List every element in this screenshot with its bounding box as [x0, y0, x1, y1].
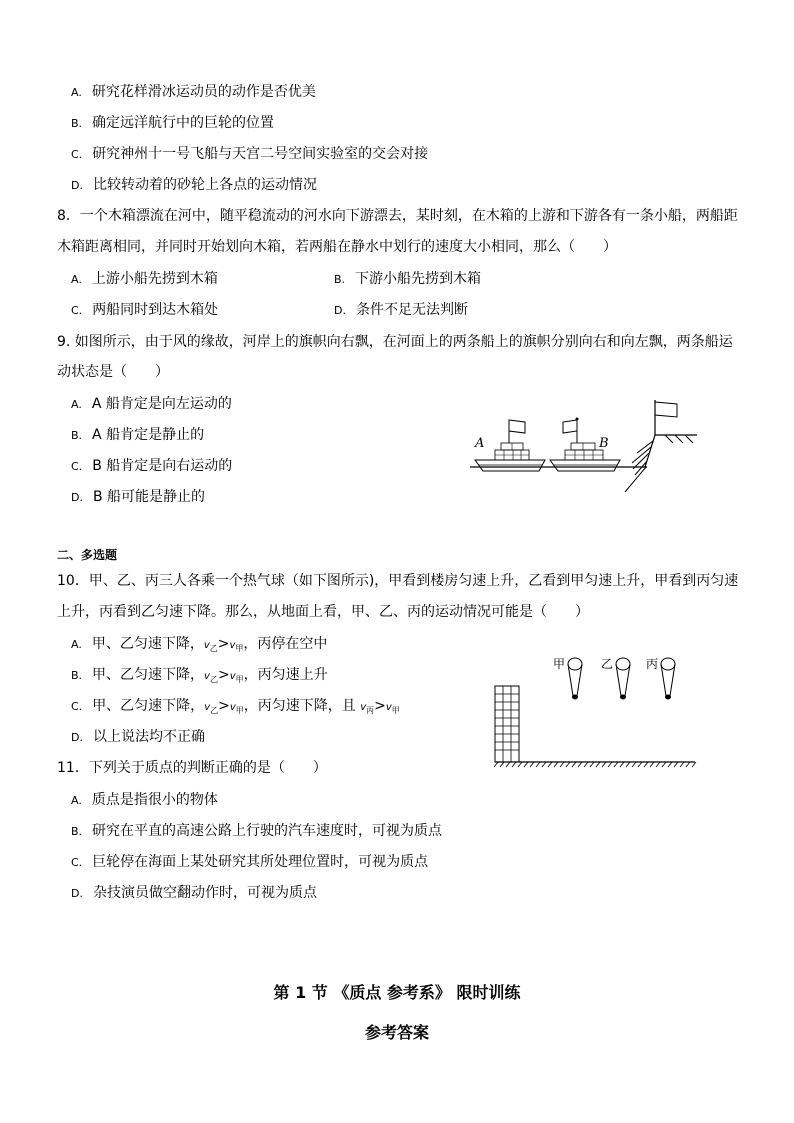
balloon-jia-label: 甲	[553, 657, 566, 671]
river-bank	[625, 435, 697, 492]
boat-b	[550, 418, 620, 472]
q8-stem-line2: 木箱距离相同，并同时开始划向木箱，若两船在静水中划行的速度大小相同，那么（ ）	[57, 239, 617, 255]
balloon-bing	[661, 658, 675, 700]
q8-stem-line1: 8．一个木箱漂流在河中，随平稳流动的河水向下游漂去，某时刻，在木箱的上游和下游各有一条小船，两船距	[57, 208, 738, 224]
boat-a-label: A	[475, 436, 485, 451]
boat-b-label: B	[599, 436, 609, 451]
q11-option-d: D. 杂技演员做空翻动作时，可视为质点	[71, 885, 317, 901]
q11-option-a: A. 质点是指很小的物体	[71, 792, 218, 808]
q10-option-c: C. 甲、乙匀速下降，$v_乙>v_甲$，丙匀速下降，且 $v_丙>v_甲$	[71, 698, 400, 715]
balloon-jia	[568, 658, 582, 700]
q11-stem: 11．下列关于质点的判断正确的是（ ）	[57, 760, 327, 776]
q7-option-d: D. 比较转动着的砂轮上各点的运动情况	[71, 177, 317, 193]
q9-option-b: B. A 船肯定是静止的	[71, 427, 205, 443]
q9-boats-figure	[465, 395, 705, 495]
q11-option-b: B. 研究在平直的高速公路上行驶的汽车速度时，可视为质点	[71, 823, 443, 839]
section-title-multiple-choice: 二、多选题	[57, 548, 118, 562]
q7-option-c: C. 研究神州十一号飞船与天宫二号空间实验室的交会对接	[71, 146, 429, 162]
q9-option-d: D. B 船可能是静止的	[71, 489, 206, 505]
q8-option-b: B. 下游小船先捞到木箱	[334, 271, 482, 287]
q11-option-c: C. 巨轮停在海面上某处研究其所处理位置时，可视为质点	[71, 854, 429, 870]
q8-option-a: A. 上游小船先捞到木箱	[71, 271, 218, 287]
bank-flag	[655, 400, 677, 435]
boat-a	[475, 420, 545, 471]
q10-option-a: A. 甲、乙匀速下降，$v_乙>v_甲$，丙停在空中	[71, 636, 328, 653]
q9-option-c: C. B 船肯定是向右运动的	[71, 458, 233, 474]
building	[495, 686, 519, 762]
q10-stem-line2: 上升，丙看到乙匀速下降。那么，从地面上看，甲、乙、丙的运动情况可能是（ ）	[57, 604, 589, 620]
q9-option-a: A. A 船肯定是向左运动的	[71, 396, 232, 412]
q10-option-b: B. 甲、乙匀速下降，$v_乙>v_甲$，丙匀速上升	[71, 667, 328, 684]
q10-option-d: D. 以上说法均不正确	[71, 729, 205, 745]
balloon-yi	[616, 658, 630, 700]
balloon-yi-label: 乙	[601, 657, 614, 671]
q10-stem-line1: 10．甲、乙、丙三人各乘一个热气球（如下图所示)，甲看到楼房匀速上升，乙看到甲匀速上升，甲看到丙匀速	[57, 573, 739, 589]
q8-option-d: D. 条件不足无法判断	[334, 302, 468, 318]
q10-balloons-figure	[490, 650, 705, 772]
q7-option-a: A. 研究花样滑冰运动员的动作是否优美	[71, 84, 316, 100]
ground	[494, 762, 696, 767]
q7-option-b: B. 确定远洋航行中的巨轮的位置	[71, 115, 275, 131]
q8-option-c: C. 两船同时到达木箱处	[71, 302, 219, 318]
lesson-title: 第 1 节 《质点 参考系》 限时训练	[273, 983, 521, 1002]
q9-stem-line1: 9. 如图所示，由于风的缘故，河岸上的旗帜向右飘，在河面上的两条船上的旗帜分别向右和向左飘，两条船运	[57, 334, 733, 350]
balloon-bing-label: 丙	[646, 657, 659, 671]
q9-stem-line2: 动状态是（ ）	[57, 364, 169, 380]
answer-key-title: 参考答案	[364, 1023, 429, 1042]
